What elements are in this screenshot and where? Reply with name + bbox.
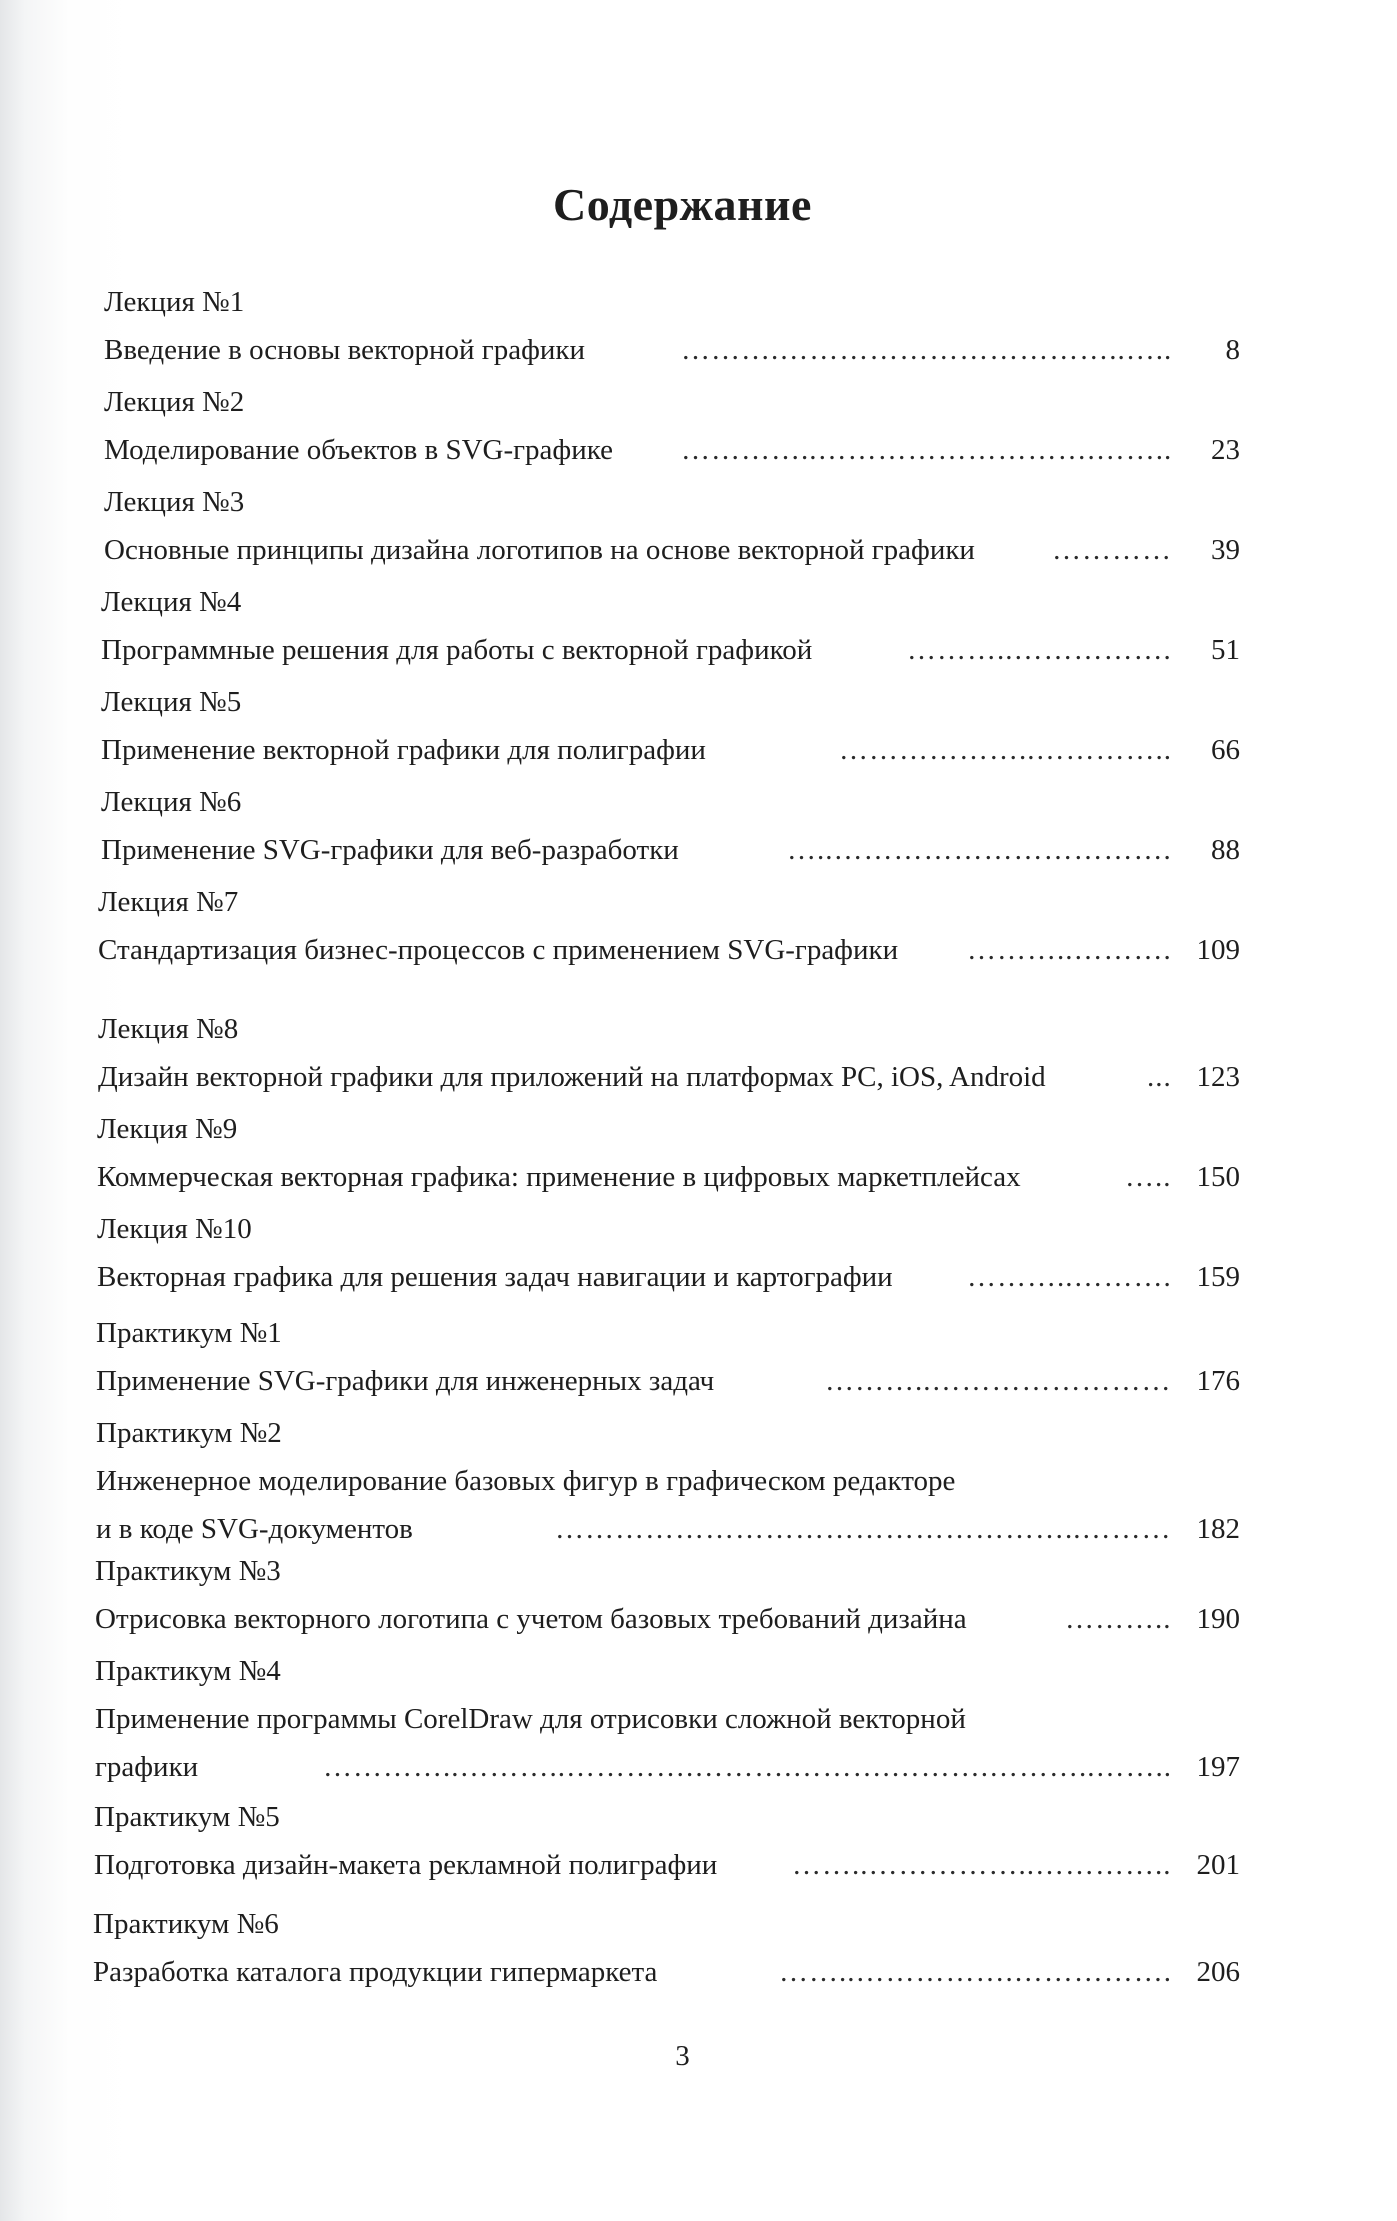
toc-entry-title: Инженерное моделирование базовых фигур в графическом редакторе <box>96 1465 956 1497</box>
toc-leader-dots: …..……………………………. <box>787 834 1172 866</box>
toc-entry-title: Разработка каталога продукции гипермаркета <box>93 1956 658 1988</box>
toc-page-number: 206 <box>1196 1956 1240 1988</box>
toc-entry-label: Лекция №8 <box>98 1013 239 1045</box>
toc-entry-label: Лекция №7 <box>98 886 239 918</box>
toc-entry-title: Дизайн векторной графики для приложений на платформах PC, iOS, Android <box>98 1061 1046 1093</box>
toc-leader-dots: ... <box>1147 1061 1172 1093</box>
toc-leader-dots: ………..………. <box>967 934 1172 966</box>
toc-entry-label: Лекция №5 <box>101 686 242 718</box>
toc-entry-label: Практикум №6 <box>93 1908 279 1940</box>
toc-entry-label: Лекция №2 <box>104 386 245 418</box>
toc-entry-title: Моделирование объектов в SVG-графике <box>104 434 613 466</box>
toc-leader-dots: ………..…………………… <box>825 1365 1172 1397</box>
toc-page-number: 109 <box>1196 934 1240 966</box>
toc-entry-title: Отрисовка векторного логотипа с учетом базовых требований дизайна <box>95 1603 967 1635</box>
toc-entry-label: Практикум №4 <box>95 1655 281 1687</box>
toc-leader-dots: …………..………..………….……….……….……….………..…….. <box>323 1751 1172 1783</box>
toc-entry-title: Применение SVG-графики для инженерных задач <box>96 1365 715 1397</box>
toc-entry-label: Лекция №1 <box>104 286 245 318</box>
toc-leader-dots: ….. <box>1125 1161 1172 1193</box>
toc-entry-label: Лекция №6 <box>101 786 242 818</box>
toc-page-number: 197 <box>1196 1751 1240 1783</box>
toc-leader-dots: ………..……………. <box>907 634 1172 666</box>
toc-entry-label: Практикум №2 <box>96 1417 282 1449</box>
toc-leader-dots: …………..……………………….…….. <box>681 434 1172 466</box>
toc-entry-title: Применение векторной графики для полиграфии <box>101 734 706 766</box>
toc-entry-title: Векторная графика для решения задач навигации и картографии <box>97 1261 893 1293</box>
toc-entry-title: Программные решения для работы с векторной графикой <box>101 634 813 666</box>
toc-leader-dots: ………..………. <box>967 1261 1172 1293</box>
toc-page-number: 150 <box>1196 1161 1240 1193</box>
toc-entry-label: Практикум №5 <box>94 1801 280 1833</box>
toc-entry-label: Лекция №3 <box>104 486 245 518</box>
toc-leader-dots: ………………..………….. <box>839 734 1172 766</box>
toc-page-number: 88 <box>1211 834 1240 866</box>
toc-page-number: 159 <box>1196 1261 1240 1293</box>
toc-leader-dots: ……….. <box>1065 1603 1172 1635</box>
toc-leader-dots: ………… <box>1052 534 1172 566</box>
toc-page-number: 201 <box>1196 1849 1240 1881</box>
toc-entry-title: Подготовка дизайн-макета рекламной полиграфии <box>94 1849 718 1881</box>
toc-page-number: 23 <box>1211 434 1240 466</box>
toc-page-number: 66 <box>1211 734 1240 766</box>
toc-page-number: 39 <box>1211 534 1240 566</box>
toc-entry-title: Коммерческая векторная графика: применение в цифровых маркетплейсах <box>97 1161 1021 1193</box>
toc-entry-label: Практикум №1 <box>96 1317 282 1349</box>
toc-page-number: 8 <box>1225 334 1240 366</box>
toc-entry-title: Применение программы CorelDraw для отрисовки сложной векторной <box>95 1703 966 1735</box>
toc-entry-title: графики <box>95 1751 199 1783</box>
toc-leader-dots: ……..…………….……………. <box>779 1956 1172 1988</box>
toc-entry-title: Стандартизация бизнес-процессов с применением SVG-графики <box>98 934 899 966</box>
toc-entry-label: Лекция №9 <box>97 1113 238 1145</box>
page-title: Содержание <box>553 179 812 230</box>
toc-page-number: 182 <box>1196 1513 1240 1545</box>
toc-page-number: 176 <box>1196 1365 1240 1397</box>
toc-page-number: 190 <box>1196 1603 1240 1635</box>
toc-entry-title: и в коде SVG-документов <box>96 1513 413 1545</box>
toc-page-number: 123 <box>1196 1061 1240 1093</box>
page-number: 3 <box>675 2040 690 2072</box>
toc-leader-dots: ……..……………..………….. <box>792 1849 1172 1881</box>
toc-entry-title: Введение в основы векторной графики <box>104 334 585 366</box>
toc-entry-label: Лекция №4 <box>101 586 242 618</box>
toc-page-number: 51 <box>1211 634 1240 666</box>
toc-entry-title: Основные принципы дизайна логотипов на основе векторной графики <box>104 534 975 566</box>
toc-leader-dots: ……….……………………………..….. <box>681 334 1172 366</box>
toc-leader-dots: ……………………………………………..……… <box>555 1513 1172 1545</box>
toc-entry-label: Лекция №10 <box>97 1213 252 1245</box>
toc-entry-label: Практикум №3 <box>95 1555 281 1587</box>
toc-entry-title: Применение SVG-графики для веб-разработки <box>101 834 679 866</box>
